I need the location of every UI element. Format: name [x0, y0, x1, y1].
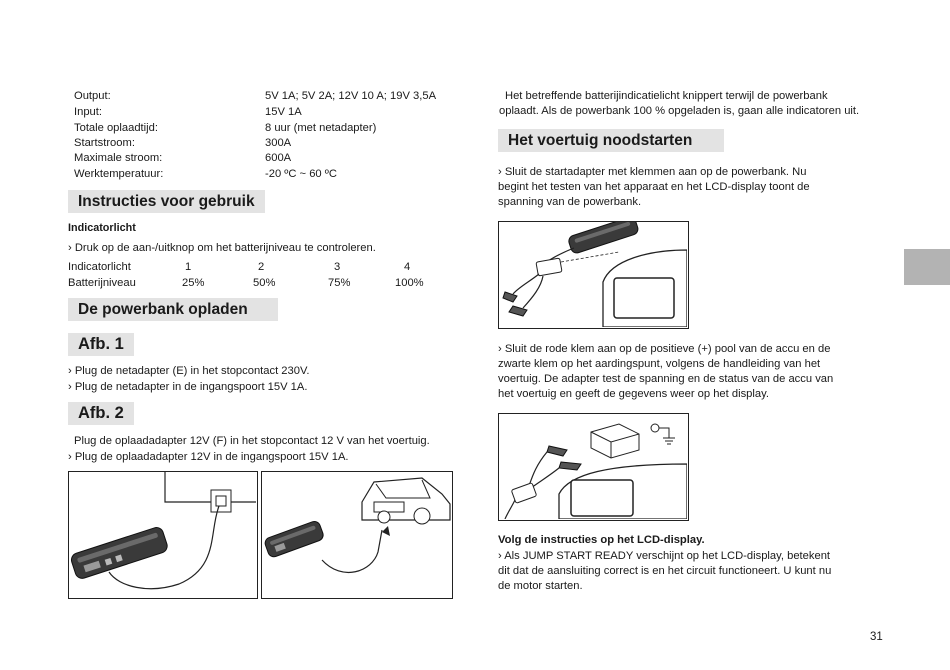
section-heading-charging: De powerbank opladen: [68, 298, 278, 321]
section-heading-jumpstart: Het voertuig noodstarten: [498, 129, 724, 152]
section-side-tab: [904, 249, 950, 285]
table-cell: 50%: [253, 277, 276, 289]
intro-line: oplaadt. Als de powerbank 100 % opgeladen is, gaan alle indicatoren uit.: [499, 105, 860, 117]
section-heading-instructions: Instructies voor gebruik: [68, 190, 265, 213]
para2-line: › Sluit de rode klem aan op de positieve (+) pool van de accu en de: [498, 343, 831, 355]
afb2-line: Plug de oplaadadapter 12V (F) in het stopcontact 12 V van het voertuig.: [74, 435, 430, 447]
spec-value: 8 uur (met netadapter): [265, 122, 377, 134]
para2-line: voertuig. De adapter test de spanning en de status van de accu van: [498, 373, 834, 385]
spec-value: -20 ºC ~ 60 ºC: [265, 168, 337, 180]
spec-label: Totale oplaadtijd:: [74, 122, 158, 134]
lcd-instructions-heading: Volg de instructies op het LCD-display.: [498, 534, 705, 546]
indicator-instruction: › Druk op de aan-/uitknop om het batterijniveau te controleren.: [68, 242, 376, 254]
table-cell: 100%: [395, 277, 424, 289]
spec-label: Maximale stroom:: [74, 152, 163, 164]
spec-label: Output:: [74, 90, 111, 102]
para3-line: › Als JUMP START READY verschijnt op het LCD-display, betekent: [498, 550, 831, 562]
para3-line: de motor starten.: [498, 580, 583, 592]
page-number: 31: [870, 631, 883, 643]
afb2-line: › Plug de oplaadadapter 12V in de ingangspoort 15V 1A.: [68, 451, 349, 463]
intro-line: Het betreffende batterijindicatielicht knippert terwijl de powerbank: [505, 90, 828, 102]
table-cell: Batterijniveau: [68, 277, 136, 289]
spec-value: 15V 1A: [265, 106, 302, 118]
figure-jumpstarter-lcd: [498, 221, 689, 329]
para2-line: het voertuig en geeft de gegevens weer op het display.: [498, 388, 769, 400]
table-cell: Indicatorlicht: [68, 261, 131, 273]
spec-value: 600A: [265, 152, 292, 164]
indicator-subheading: Indicatorlicht: [68, 222, 136, 234]
spec-label: Input:: [74, 106, 102, 118]
figure-label-afb2: Afb. 2: [68, 402, 134, 425]
table-cell: 25%: [182, 277, 205, 289]
figure-car-charging: [261, 471, 453, 599]
para2-line: zwarte klem op het aardingspunt, volgens de handleiding van het: [498, 358, 821, 370]
para1-line: spanning van de powerbank.: [498, 196, 642, 208]
afb1-line: › Plug de netadapter (E) in het stopcontact 230V.: [68, 365, 310, 377]
table-cell: 1: [185, 261, 192, 273]
para3-line: dit dat de aansluiting correct is en het circuit functioneert. U kunt nu: [498, 565, 832, 577]
spec-value: 5V 1A; 5V 2A; 12V 10 A; 19V 3,5A: [265, 90, 437, 102]
spec-label: Werktemperatuur:: [74, 168, 164, 180]
figure-battery-connection: [498, 413, 689, 521]
figure-label-afb1: Afb. 1: [68, 333, 134, 356]
table-cell: 3: [334, 261, 341, 273]
figure-mains-charging: [68, 471, 258, 599]
afb1-line: › Plug de netadapter in de ingangspoort 15V 1A.: [68, 381, 308, 393]
spec-value: 300A: [265, 137, 292, 149]
para1-line: › Sluit de startadapter met klemmen aan op de powerbank. Nu: [498, 166, 807, 178]
table-cell: 75%: [328, 277, 351, 289]
spec-label: Startstroom:: [74, 137, 135, 149]
para1-line: begint het testen van het apparaat en het LCD-display toont de: [498, 181, 810, 193]
table-cell: 4: [404, 261, 411, 273]
table-cell: 2: [258, 261, 265, 273]
